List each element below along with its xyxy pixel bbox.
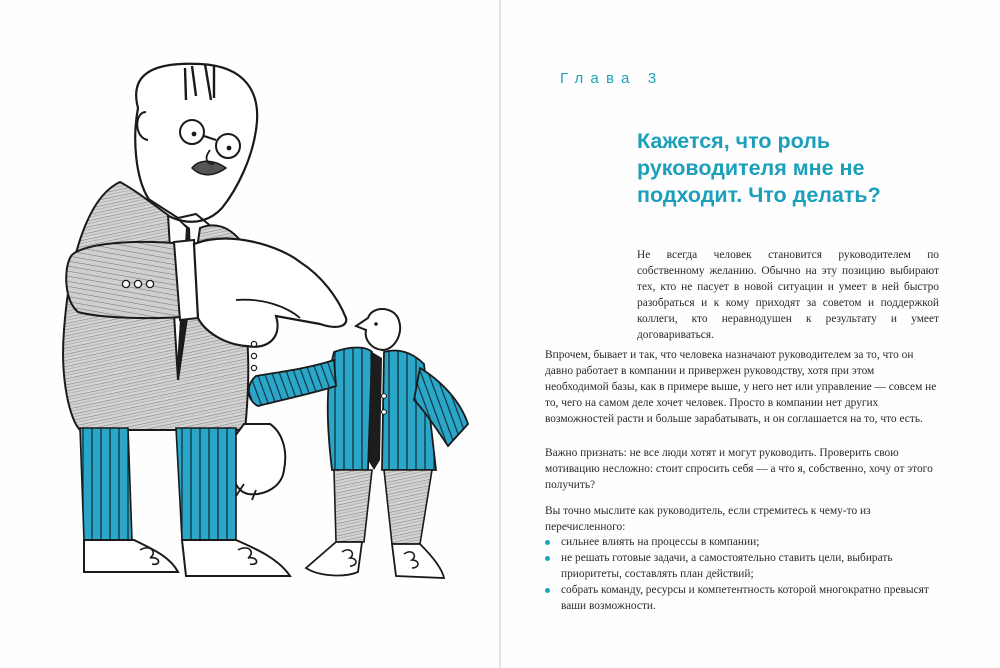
left-page [0,0,499,668]
big-man [63,64,346,576]
paragraph-appointment: Впрочем, бывает и так, что человека назначают руководителем за то, что он давно работает в компании и привержен руководству, хотя при этом необходимой базы, как в примере выше, у него нет или управление — совсем не то, чего на самом деле хочет человек. Просто в компании нет других возможностей расти и больше зарабатывать, и он соглашается на то, что есть. [545,349,937,425]
list-item: сильнее влиять на процессы в компании; [545,535,939,551]
list-item: собрать команду, ресурсы и компетентность которой многократно превысят ваши возможности. [545,583,939,615]
paragraph-intro: Не всегда человек становится руководителем по собственному желанию. Обычно на эту позицию выбирают тех, кто не пасует в новой ситуации и умеет в ней быстро разобраться и к кому приходят за советом и поддержкой коллеги, кто неравнодушен к результату и умеет договариваться. [637,249,939,341]
illustration [0,0,499,668]
bullet-icon [545,556,550,561]
paragraph-list-intro: Вы точно мыслите как руководитель, если стремитесь к чему-то из перечисленного: [545,505,871,533]
chapter-label: Глава 3 [560,70,664,87]
list-item: не решать готовые задачи, а самостоятельно ставить цели, выбирать приоритеты, составлять план действий; [545,551,939,583]
paragraph-motivation: Важно признать: не все люди хотят и могут руководить. Проверить свою мотивацию несложно: стоит спросить себя — а что я, собственно, хочу от этого получить? [545,447,933,491]
bullet-list [545,535,939,615]
chapter-title: Кажется, что роль руководителя мне не подходит. Что делать? [637,129,881,207]
bullet-icon [545,588,550,593]
right-page [501,0,1000,668]
bullet-icon [545,540,550,545]
